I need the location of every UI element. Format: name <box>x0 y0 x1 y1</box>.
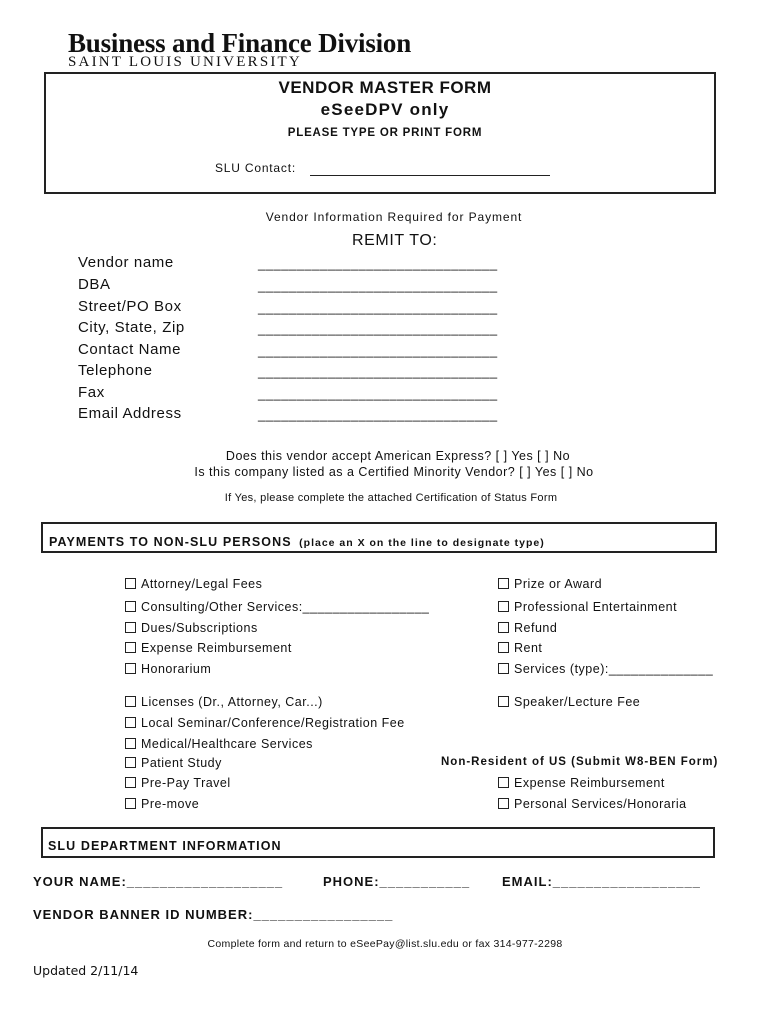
option-nonres-personal-services[interactable] <box>498 797 687 811</box>
option-prize-award[interactable] <box>498 577 602 591</box>
division-title: Business and Finance Division <box>68 28 412 58</box>
email-field[interactable]: EMAIL:__________________ <box>502 874 701 889</box>
checkbox[interactable] <box>498 642 509 653</box>
slu-contact-label: SLU Contact: <box>215 161 296 175</box>
amex-question[interactable]: Does this vendor accept American Express? [ ] Yes [ ] No <box>225 449 571 463</box>
checkbox[interactable] <box>125 777 136 788</box>
checkbox[interactable] <box>125 663 136 674</box>
vendor-name-label: Vendor name <box>78 254 174 271</box>
checkbox[interactable] <box>125 622 136 633</box>
university-name: SAINT LOUIS UNIVERSITY <box>68 54 302 70</box>
option-label: Services (type):______________ <box>514 662 714 676</box>
phone-field[interactable]: PHONE:___________ <box>323 874 471 889</box>
fax-line[interactable]: _______________________________ <box>258 385 498 401</box>
return-instructions: Complete form and return to eSeePay@list.slu.edu or fax 314-977-2298 <box>207 938 563 950</box>
option-patient-study[interactable] <box>125 756 222 770</box>
option-label: Consulting/Other Services:_________________ <box>141 600 430 614</box>
checkbox[interactable] <box>498 777 509 788</box>
option-label: Prize or Award <box>514 577 603 591</box>
option-label: Honorarium <box>141 662 212 676</box>
checkbox[interactable] <box>498 798 509 809</box>
option-medical-healthcare[interactable] <box>125 737 313 751</box>
slu-contact-input[interactable] <box>310 160 550 176</box>
form-title: VENDOR MASTER FORM <box>278 78 492 97</box>
option-refund[interactable] <box>498 621 557 635</box>
vendor-name-line[interactable]: _______________________________ <box>258 256 498 271</box>
street-line[interactable]: _______________________________ <box>258 299 498 315</box>
option-consulting-services[interactable] <box>125 600 429 614</box>
updated-date: Updated 2/11/14 <box>33 963 139 978</box>
form-subtitle: eSeeDPV only <box>320 100 450 119</box>
dba-label: DBA <box>78 276 111 293</box>
option-expense-reimbursement[interactable] <box>125 641 292 655</box>
option-professional-entertainment[interactable] <box>498 600 677 614</box>
option-pre-move[interactable] <box>125 797 199 811</box>
option-label: Speaker/Lecture Fee <box>514 695 641 709</box>
minority-vendor-question[interactable]: Is this company listed as a Certified Minority Vendor? [ ] Yes [ ] No <box>194 465 594 479</box>
option-local-seminar[interactable] <box>125 716 405 730</box>
option-label: Medical/Healthcare Services <box>141 737 313 751</box>
option-label: Attorney/Legal Fees <box>141 577 263 591</box>
option-label: Pre-Pay Travel <box>141 776 231 790</box>
option-label: Professional Entertainment <box>514 600 678 614</box>
checkbox[interactable] <box>125 738 136 749</box>
checkbox[interactable] <box>125 578 136 589</box>
option-dues-subscriptions[interactable] <box>125 621 258 635</box>
non-resident-heading: Non-Resident of US (Submit W8-BEN Form) <box>441 756 719 768</box>
option-label: Personal Services/Honoraria <box>514 797 687 811</box>
city-state-zip-label: City, State, Zip <box>78 319 185 336</box>
option-label: Rent <box>514 641 543 655</box>
fax-label: Fax <box>78 383 105 401</box>
option-label: Licenses (Dr., Attorney, Car...) <box>141 695 323 709</box>
option-label: Refund <box>514 621 558 635</box>
contact-name-line[interactable]: _______________________________ <box>258 342 498 358</box>
checkbox[interactable] <box>498 601 509 612</box>
payments-heading-title: PAYMENTS TO NON-SLU PERSONS <box>49 535 292 549</box>
title-box-bottom-rule <box>44 192 716 194</box>
street-label: Street/PO Box <box>78 297 182 315</box>
checkbox[interactable] <box>125 717 136 728</box>
dba-line[interactable]: _______________________________ <box>258 278 498 293</box>
email-line[interactable]: _______________________________ <box>258 407 498 422</box>
option-label: Patient Study <box>141 756 222 770</box>
department-heading: SLU DEPARTMENT INFORMATION <box>48 839 282 853</box>
option-attorney-legal-fees[interactable] <box>125 577 262 591</box>
option-licenses[interactable] <box>125 695 323 709</box>
option-rent[interactable] <box>498 641 542 655</box>
checkbox[interactable] <box>125 798 136 809</box>
checkbox[interactable] <box>125 696 136 707</box>
remit-to-label: REMIT TO: <box>352 232 438 249</box>
option-speaker-lecture-fee[interactable] <box>498 695 640 709</box>
your-name-field[interactable]: YOUR NAME:___________________ <box>33 874 284 889</box>
checkbox[interactable] <box>498 622 509 633</box>
certification-note: If Yes, please complete the attached Certification of Status Form <box>224 492 558 504</box>
option-nonres-expense-reimbursement[interactable] <box>498 776 665 790</box>
option-label: Expense Reimbursement <box>141 641 292 655</box>
checkbox[interactable] <box>498 696 509 707</box>
option-label: Expense Reimbursement <box>514 776 665 790</box>
payments-heading <box>49 533 545 551</box>
option-pre-pay-travel[interactable] <box>125 776 231 790</box>
option-services-type[interactable] <box>498 662 713 676</box>
payments-heading-note: (place an X on the line to designate type) <box>299 537 545 549</box>
checkbox[interactable] <box>125 601 136 612</box>
checkbox[interactable] <box>125 642 136 653</box>
contact-name-label: Contact Name <box>78 340 182 358</box>
option-honorarium[interactable] <box>125 662 211 676</box>
vendor-info-heading: Vendor Information Required for Payment <box>265 210 523 224</box>
option-label: Pre-move <box>141 797 200 811</box>
checkbox[interactable] <box>498 578 509 589</box>
checkbox[interactable] <box>125 757 136 768</box>
print-instruction: PLEASE TYPE OR PRINT FORM <box>287 127 483 139</box>
telephone-line[interactable]: _______________________________ <box>258 364 498 379</box>
city-state-zip-line[interactable]: _______________________________ <box>258 321 498 336</box>
telephone-label: Telephone <box>78 362 153 379</box>
email-label: Email Address <box>78 405 182 422</box>
vendor-banner-id-field[interactable]: VENDOR BANNER ID NUMBER:_________________ <box>33 907 394 922</box>
checkbox[interactable] <box>498 663 509 674</box>
option-label: Local Seminar/Conference/Registration Fee <box>141 716 405 730</box>
option-label: Dues/Subscriptions <box>141 621 258 635</box>
